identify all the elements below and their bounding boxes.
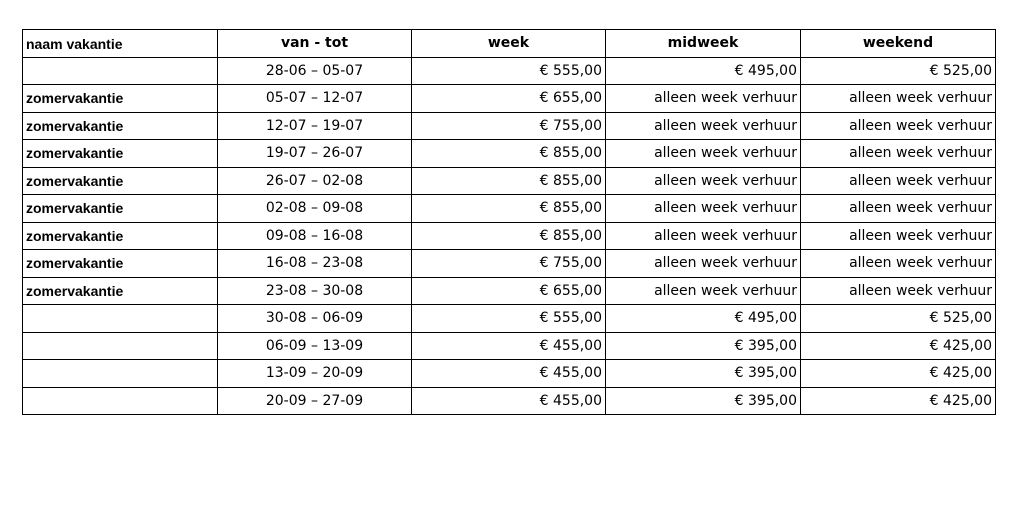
- cell-period: 13-09 – 20-09: [218, 360, 412, 388]
- cell-week-price: € 655,00: [412, 277, 606, 305]
- table-row: [23, 222, 996, 250]
- cell-midweek-price: alleen week verhuur: [606, 195, 801, 223]
- table-row: [23, 305, 996, 333]
- header-week: week: [412, 30, 606, 58]
- header-weekend: weekend: [801, 30, 996, 58]
- cell-name: zomervakantie: [23, 167, 218, 195]
- cell-week-price: € 855,00: [412, 140, 606, 168]
- cell-weekend-price: alleen week verhuur: [801, 195, 996, 223]
- cell-week-price: € 755,00: [412, 250, 606, 278]
- cell-period: 16-08 – 23-08: [218, 250, 412, 278]
- header-name: naam vakantie: [23, 30, 218, 58]
- cell-period: 05-07 – 12-07: [218, 85, 412, 113]
- cell-period: 02-08 – 09-08: [218, 195, 412, 223]
- cell-weekend-price: alleen week verhuur: [801, 140, 996, 168]
- cell-period: 19-07 – 26-07: [218, 140, 412, 168]
- cell-weekend-price: alleen week verhuur: [801, 250, 996, 278]
- cell-week-price: € 555,00: [412, 305, 606, 333]
- cell-weekend-price: alleen week verhuur: [801, 222, 996, 250]
- cell-midweek-price: € 395,00: [606, 387, 801, 415]
- cell-name: [23, 305, 218, 333]
- cell-name: [23, 387, 218, 415]
- cell-period: 30-08 – 06-09: [218, 305, 412, 333]
- cell-midweek-price: alleen week verhuur: [606, 140, 801, 168]
- cell-name: [23, 332, 218, 360]
- cell-week-price: € 755,00: [412, 112, 606, 140]
- table-row: [23, 332, 996, 360]
- cell-period: 23-08 – 30-08: [218, 277, 412, 305]
- cell-period: 28-06 – 05-07: [218, 57, 412, 85]
- table-row: [23, 250, 996, 278]
- cell-name: zomervakantie: [23, 195, 218, 223]
- cell-weekend-price: alleen week verhuur: [801, 277, 996, 305]
- table-row: [23, 277, 996, 305]
- cell-week-price: € 555,00: [412, 57, 606, 85]
- cell-name: [23, 360, 218, 388]
- table-row: [23, 112, 996, 140]
- cell-midweek-price: € 395,00: [606, 360, 801, 388]
- cell-midweek-price: alleen week verhuur: [606, 167, 801, 195]
- cell-weekend-price: alleen week verhuur: [801, 85, 996, 113]
- cell-period: 09-08 – 16-08: [218, 222, 412, 250]
- price-table: [22, 29, 996, 415]
- cell-midweek-price: alleen week verhuur: [606, 222, 801, 250]
- cell-midweek-price: € 495,00: [606, 305, 801, 333]
- cell-weekend-price: € 525,00: [801, 305, 996, 333]
- table-row: [23, 195, 996, 223]
- cell-midweek-price: € 395,00: [606, 332, 801, 360]
- cell-period: 06-09 – 13-09: [218, 332, 412, 360]
- cell-week-price: € 855,00: [412, 195, 606, 223]
- cell-name: zomervakantie: [23, 140, 218, 168]
- table-row: [23, 140, 996, 168]
- cell-week-price: € 855,00: [412, 222, 606, 250]
- cell-weekend-price: € 425,00: [801, 360, 996, 388]
- table-row: [23, 387, 996, 415]
- cell-weekend-price: alleen week verhuur: [801, 167, 996, 195]
- cell-weekend-price: € 425,00: [801, 332, 996, 360]
- header-row: [23, 30, 996, 58]
- cell-name: zomervakantie: [23, 250, 218, 278]
- cell-week-price: € 855,00: [412, 167, 606, 195]
- table-row: [23, 57, 996, 85]
- cell-week-price: € 655,00: [412, 85, 606, 113]
- cell-midweek-price: alleen week verhuur: [606, 250, 801, 278]
- cell-name: [23, 57, 218, 85]
- table-row: [23, 167, 996, 195]
- cell-weekend-price: € 425,00: [801, 387, 996, 415]
- cell-name: zomervakantie: [23, 222, 218, 250]
- cell-period: 26-07 – 02-08: [218, 167, 412, 195]
- header-midweek: midweek: [606, 30, 801, 58]
- cell-week-price: € 455,00: [412, 360, 606, 388]
- cell-midweek-price: alleen week verhuur: [606, 112, 801, 140]
- cell-name: zomervakantie: [23, 112, 218, 140]
- cell-midweek-price: € 495,00: [606, 57, 801, 85]
- table-body: [23, 57, 996, 415]
- cell-midweek-price: alleen week verhuur: [606, 277, 801, 305]
- cell-week-price: € 455,00: [412, 387, 606, 415]
- cell-weekend-price: € 525,00: [801, 57, 996, 85]
- cell-name: zomervakantie: [23, 85, 218, 113]
- cell-period: 12-07 – 19-07: [218, 112, 412, 140]
- cell-period: 20-09 – 27-09: [218, 387, 412, 415]
- header-period: van - tot: [218, 30, 412, 58]
- table-row: [23, 85, 996, 113]
- cell-weekend-price: alleen week verhuur: [801, 112, 996, 140]
- cell-midweek-price: alleen week verhuur: [606, 85, 801, 113]
- cell-name: zomervakantie: [23, 277, 218, 305]
- cell-week-price: € 455,00: [412, 332, 606, 360]
- table-row: [23, 360, 996, 388]
